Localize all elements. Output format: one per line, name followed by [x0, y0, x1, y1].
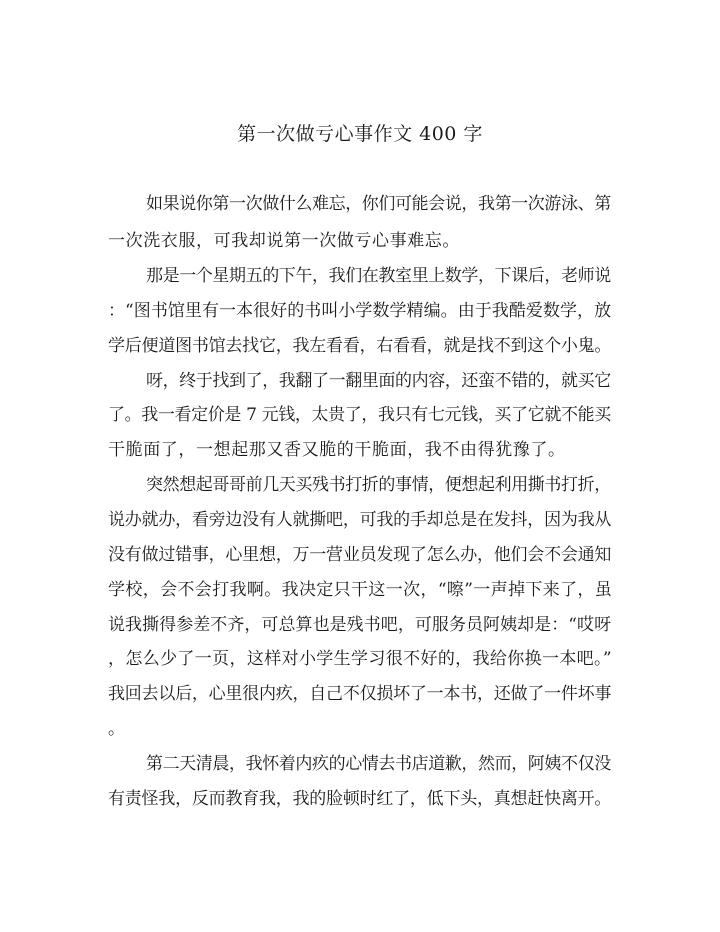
text-line: 没有做过错事，心里想，万一营业员发现了怎么办，他们会不会通知 — [108, 545, 612, 565]
text-line: ，怎么少了一页，这样对小学生学习很不好的，我给你换一本吧。” — [108, 649, 612, 669]
text-line: 突然想起哥哥前几天买残书打折的事情，便想起利用撕书打折， — [146, 475, 611, 495]
document-title: 第一次做亏心事作文 400 字 — [237, 123, 483, 145]
text-line: 如果说你第一次做什么难忘，你们可能会说，我第一次游泳、第 — [146, 194, 611, 214]
text-line: 。 — [108, 719, 126, 739]
text-line: 有责怪我，反而教育我，我的脸顿时红了，低下头，真想赶快离开。 — [108, 789, 612, 809]
text-line: 说我撕得参差不齐，可总算也是残书吧，可服务员阿姨却是：“哎呀 — [108, 615, 612, 635]
text-line: 学校，会不会打我啊。我决定只干这一次，“嚓”一声掉下来了，虽 — [108, 580, 613, 600]
text-line: 那是一个星期五的下午，我们在教室里上数学，下课后，老师说 — [146, 266, 611, 286]
text-line: 学后便道图书馆去找它，我左看看，右看看，就是找不到这个小鬼。 — [108, 336, 612, 356]
text-line: 干脆面了，一想起那又香又脆的干脆面，我不由得犹豫了。 — [108, 440, 566, 460]
text-line: 我回去以后，心里很内疚，自己不仅损坏了一本书，还做了一件坏事 — [108, 684, 612, 704]
text-line: 第二天清晨，我怀着内疚的心情去书店道歉，然而，阿姨不仅没 — [146, 754, 611, 774]
text-line: 了。我一看定价是 7 元钱，太贵了，我只有七元钱，买了它就不能买 — [108, 405, 611, 425]
text-line: 呀，终于找到了，我翻了一翻里面的内容，还蛮不错的，就买它 — [146, 371, 611, 391]
text-line: 说办就办，看旁边没有人就撕吧，可我的手却总是在发抖，因为我从 — [108, 510, 612, 530]
text-line: ：“图书馆里有一本很好的书叫小学数学精编。由于我酷爱数学，放 — [108, 301, 612, 321]
text-line: 一次洗衣服，可我却说第一次做亏心事难忘。 — [108, 231, 460, 251]
